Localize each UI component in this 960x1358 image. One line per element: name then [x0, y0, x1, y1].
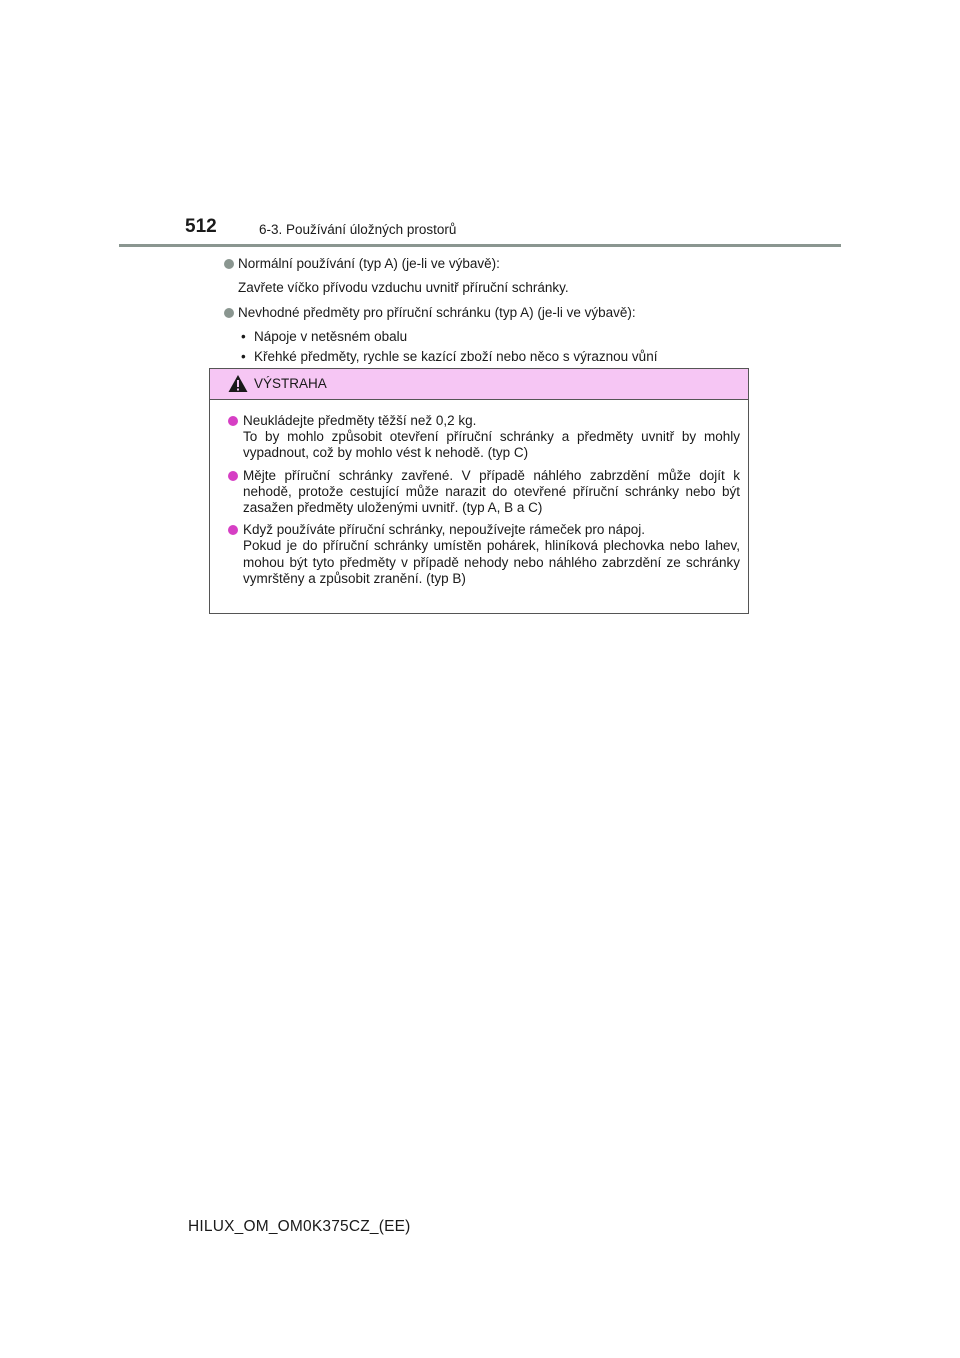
item-text: Zavřete víčko přívodu vzduchu uvnitř příruční schránky.	[238, 280, 569, 295]
bullet-icon	[228, 471, 238, 481]
warning-text: Pokud je do příruční schránky umístěn pohárek, hliníková plechovka nebo lahev, mohou být tyto předměty v případě nehody nebo náhlého zabrzdění ze schránky vymrštěny a způsobit zranění. (typ B)	[243, 538, 740, 586]
footer-code: HILUX_OM_OM0K375CZ_(EE)	[188, 1218, 411, 1235]
warning-triangle-icon	[228, 374, 248, 393]
dot-icon: •	[241, 329, 246, 344]
list-item	[222, 254, 752, 298]
section-title: 6-3. Používání úložných prostorů	[259, 222, 457, 237]
header-rule	[119, 244, 841, 247]
warning-text: Neukládejte předměty těžší než 0,2 kg.	[243, 413, 477, 428]
page-number: 512	[185, 216, 217, 237]
warning-text: Když používáte příruční schránky, nepoužívejte rámeček pro nápoj.	[243, 522, 645, 538]
sub-list	[238, 327, 752, 367]
warning-text: To by mohlo způsobit otevření příruční schránky a předměty uvnitř by mohly vypadnout, což by mohlo vést k nehodě. (typ C)	[243, 429, 740, 461]
item-title: Nevhodné předměty pro příruční schránku (typ A) (je-li ve výbavě):	[238, 305, 636, 320]
sub-list-item	[238, 327, 752, 347]
sub-item-text: Křehké předměty, rychle se kazící zboží nebo něco s výraznou vůní	[254, 349, 658, 364]
sub-item-text: Nápoje v netěsném obalu	[254, 329, 408, 344]
main-content	[222, 254, 752, 367]
warning-item	[228, 468, 740, 517]
bullet-icon	[228, 525, 238, 535]
bullet-icon	[224, 259, 234, 269]
warning-item	[228, 522, 740, 587]
warning-body	[210, 400, 748, 587]
item-title: Normální používání (typ A) (je-li ve výbavě):	[238, 256, 500, 271]
bullet-icon	[228, 416, 238, 426]
warning-item	[228, 413, 740, 462]
bullet-icon	[224, 308, 234, 318]
warning-box	[209, 368, 749, 614]
dot-icon: •	[241, 349, 246, 364]
warning-text: Mějte příruční schránky zavřené. V případě náhlého zabrzdění může dojít k nehodě, protože cestující může narazit do otevřené příruční schránky nebo být zasažen předměty uloženými uvnitř. (typ A, B a C)	[243, 467, 740, 516]
warning-header	[210, 369, 748, 400]
warning-label: VÝSTRAHA	[254, 376, 327, 391]
list-item	[222, 303, 752, 367]
sub-list-item	[238, 347, 752, 367]
